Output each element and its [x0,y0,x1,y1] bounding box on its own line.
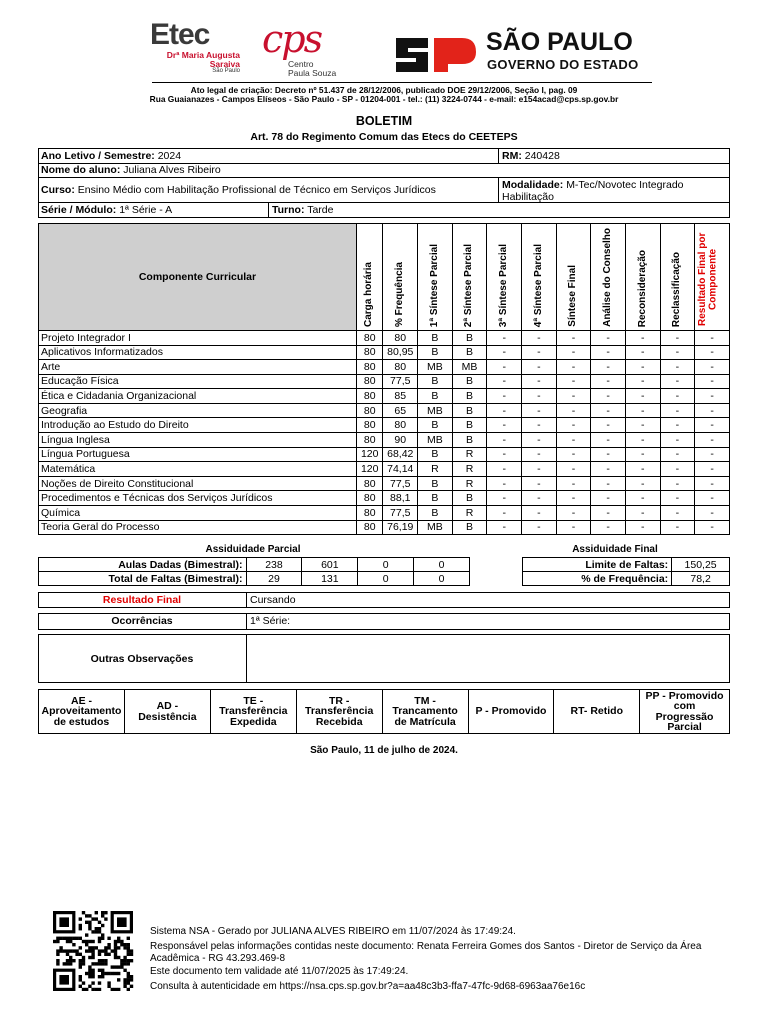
grade-cell: - [522,345,557,360]
grade-cell: - [660,476,695,491]
grade-cell: - [591,374,626,389]
grade-cell: B [452,491,487,506]
subject-name: Geografia [39,403,357,418]
legend-row [39,690,730,734]
grade-cell: - [487,520,522,535]
legend-line: Expedida [229,715,277,728]
grade-cell: - [522,506,557,521]
legend-line: P - Promovido [475,705,547,718]
grade-cell: - [695,418,730,433]
grade-cell: - [522,418,557,433]
etec-logo-text: Etec [150,18,210,51]
grade-cell: - [556,330,591,345]
grade-cell: - [522,360,557,375]
grade-cell: 80 [383,360,418,375]
grade-cell: - [591,345,626,360]
grade-cell: - [522,374,557,389]
legend-line: de Matrícula [394,715,456,728]
legend-item [468,690,554,734]
grade-cell: - [695,447,730,462]
grade-cell: - [660,447,695,462]
grade-cell: - [660,345,695,360]
final-attendance-title: Assiduidade Final [572,544,658,555]
legend-item [210,690,296,734]
grade-cell: - [695,506,730,521]
legend-line: RT- Retido [570,705,623,718]
document-date: São Paulo, 11 de julho de 2024. [310,745,458,756]
footer-responsible: Responsável pelas informações contidas neste documento: Renata Ferreira Gomes dos Santos - Diretor de Serviço da Área Acadêmica - RG 43.293.469-8 [150,941,702,964]
col-header-sintese-2: 2ª Síntese Parcial [452,224,487,331]
grade-cell: - [625,520,660,535]
col-header-reclassificacao: Reclassificação [660,224,695,331]
grade-cell: - [660,374,695,389]
grade-cell: - [487,360,522,375]
grade-cell: - [625,491,660,506]
grade-cell: B [452,433,487,448]
subject-name: Noções de Direito Constitucional [39,476,357,491]
grade-cell: R [452,462,487,477]
header-divider [152,82,652,83]
grade-cell: - [591,491,626,506]
footer-validity: Este documento tem validade até 11/07/2025 às 17:49:24. [150,966,409,977]
grade-cell: 80 [356,491,382,506]
col-header-carga: Carga horária [356,224,382,331]
legend-line: TM - [414,694,436,707]
subject-name: Matemática [39,462,357,477]
grade-cell: 80 [383,418,418,433]
sp-government-logo [392,30,652,78]
grade-cell: - [487,403,522,418]
total-faltas-row [39,572,470,586]
legend-line: Aproveitamento [41,705,122,718]
grade-cell: - [695,476,730,491]
grade-cell: - [695,433,730,448]
grade-cell: - [591,389,626,404]
grade-cell: 80 [356,520,382,535]
limite-faltas-row [523,558,730,572]
cps-logo-sub2: Paula Souza [288,68,337,78]
grade-cell: - [695,360,730,375]
grade-cell: - [522,476,557,491]
occurrences-value: 1ª Série: [250,615,291,627]
table-row [39,491,730,506]
subject-name: Ética e Cidadania Organizacional [39,389,357,404]
grade-cell: B [418,418,453,433]
grade-cell: B [418,345,453,360]
grade-cell: - [695,374,730,389]
legend-line: TE - [243,694,264,707]
subject-name: Língua Portuguesa [39,447,357,462]
grade-cell: - [556,506,591,521]
grade-cell: 88,1 [383,491,418,506]
grade-cell: - [591,418,626,433]
legal-act-text: Ato legal de criação: Decreto nº 51.437 de 28/12/2006, publicado DOE 29/12/2006, Seção I, pag. 09 [190,85,578,95]
grade-cell: - [591,462,626,477]
grade-cell: - [591,433,626,448]
legend-line: de estudos [53,715,110,728]
subject-name: Aplicativos Informatizados [39,345,357,360]
grade-cell: MB [418,360,453,375]
grade-cell: - [625,403,660,418]
table-row [39,520,730,535]
grade-cell: - [625,433,660,448]
grade-cell: - [487,476,522,491]
grade-cell: - [556,389,591,404]
aulas-dadas-label: Aulas Dadas (Bimestral): [39,558,247,572]
frequencia-row [523,572,730,586]
qr-code [50,911,136,991]
grade-cell: 80,95 [383,345,418,360]
col-header-resultado-final: Resultado Final por Componente [695,224,730,331]
legend-line: Transferência [219,705,288,718]
table-row [39,462,730,477]
grade-cell: - [591,403,626,418]
legend-item [39,690,125,734]
grade-cell: - [487,418,522,433]
col-header-sintese-4: 4ª Síntese Parcial [522,224,557,331]
etec-logo-sub3: São Paulo [212,68,240,74]
grade-cell: MB [418,433,453,448]
final-result-label: Resultado Final [102,594,182,606]
legend-item [296,690,382,734]
cps-logo-sub1: Centro [288,59,314,69]
limite-faltas-value: 150,25 [672,558,730,572]
legend-line: AD - [156,700,179,712]
faltas-b1: 29 [246,572,302,586]
grade-cell: - [695,403,730,418]
grade-cell: - [695,330,730,345]
grade-cell: - [591,506,626,521]
sp-logo-line2: GOVERNO DO ESTADO [487,57,639,72]
grade-cell: - [487,345,522,360]
grade-cell: - [556,418,591,433]
aulas-b1: 238 [246,558,302,572]
cps-logo [262,17,357,80]
grade-cell: - [695,389,730,404]
grade-cell: - [522,433,557,448]
grade-cell: - [660,520,695,535]
grade-cell: 80 [356,506,382,521]
grade-cell: B [452,330,487,345]
etec-logo [150,20,240,80]
table-row [39,403,730,418]
grade-cell: 80 [383,330,418,345]
address-text: Rua Guaianazes - Campos Elíseos - São Paulo - SP - 01204-001 - tel.: (11) 3224-0744 - e-mail: e154acad@cps.sp.gov.br [149,94,619,104]
grade-cell: 80 [356,360,382,375]
grade-cell: - [487,433,522,448]
legend-line: Transferência [305,705,374,718]
aulas-b3: 0 [358,558,414,572]
subject-name: Teoria Geral do Processo [39,520,357,535]
final-attendance-table [522,557,730,586]
col-header-analise: Análise do Conselho [591,224,626,331]
grade-cell: - [487,389,522,404]
grade-cell: 76,19 [383,520,418,535]
grade-cell: - [660,462,695,477]
grade-cell: - [591,476,626,491]
grade-cell: 80 [356,330,382,345]
table-row [39,418,730,433]
grade-cell: - [487,374,522,389]
table-row [39,433,730,448]
grade-cell: B [418,389,453,404]
grade-cell: - [625,374,660,389]
grade-cell: 80 [356,345,382,360]
course-field: Curso: Ensino Médio com Habilitação Profissional de Técnico em Serviços Jurídicos [41,184,436,196]
grade-cell: 85 [383,389,418,404]
col-header-sintese-final: Síntese Final [556,224,591,331]
grade-cell: - [625,360,660,375]
grade-cell: - [660,506,695,521]
table-row [39,374,730,389]
grade-cell: - [660,360,695,375]
grade-cell: - [660,330,695,345]
grade-cell: - [695,491,730,506]
grade-cell: MB [452,360,487,375]
grade-cell: - [591,330,626,345]
grade-cell: - [522,330,557,345]
grade-cell: - [556,360,591,375]
subject-name: Química [39,506,357,521]
subject-name: Projeto Integrador I [39,330,357,345]
student-name-field: Nome do aluno: Juliana Alves Ribeiro [41,164,221,176]
grade-cell: - [522,389,557,404]
legend-line: Parcial [667,721,702,733]
grade-cell: - [522,403,557,418]
grade-cell: - [522,520,557,535]
legend-line: PP - Promovido [645,689,724,702]
col-header-sintese-3: 3ª Síntese Parcial [487,224,522,331]
grade-cell: - [522,447,557,462]
grade-cell: - [695,462,730,477]
col-header-sintese-1: 1ª Síntese Parcial [418,224,453,331]
grade-cell: - [660,491,695,506]
legend-line: AE - [70,694,92,707]
grade-cell: MB [418,520,453,535]
table-row [39,330,730,345]
grades-table [38,223,730,535]
legend-item [640,690,730,734]
table-row [39,389,730,404]
grade-cell: - [695,345,730,360]
grade-cell: 65 [383,403,418,418]
aulas-b4: 0 [414,558,470,572]
grade-cell: - [625,447,660,462]
col-header-reconsideracao: Reconsideração [625,224,660,331]
footer-generated-by: Sistema NSA - Gerado por JULIANA ALVES RIBEIRO em 11/07/2024 às 17:49:24. [150,926,516,937]
grade-cell: - [487,491,522,506]
grade-cell: R [452,506,487,521]
aulas-b2: 601 [302,558,358,572]
legend-item [382,690,468,734]
document-subtitle: Art. 78 do Regimento Comum das Etecs do CEETEPS [250,131,518,143]
grade-cell: B [418,506,453,521]
grade-cell: B [452,345,487,360]
limite-faltas-label: Limite de Faltas: [523,558,672,572]
grade-cell: B [452,403,487,418]
legend-line: TR - [328,694,350,707]
col-header-frequencia: % Frequência [383,224,418,331]
rm-field: RM: 240428 [502,150,560,162]
grade-cell: 90 [383,433,418,448]
legend-line: Recebida [315,715,363,728]
grade-cell: - [487,447,522,462]
partial-attendance-title: Assiduidade Parcial [205,544,301,555]
grade-cell: - [625,462,660,477]
grade-cell: - [625,345,660,360]
series-field: Série / Módulo: 1ª Série - A [41,204,173,216]
grade-cell: - [556,476,591,491]
grade-cell: - [556,403,591,418]
grade-cell: - [660,418,695,433]
grade-cell: - [695,520,730,535]
grade-cell: - [556,520,591,535]
grades-header-row [39,224,730,331]
frequencia-value: 78,2 [672,572,730,586]
aulas-dadas-row [39,558,470,572]
grade-cell: - [591,520,626,535]
grade-cell: - [591,447,626,462]
grade-cell: B [418,476,453,491]
grade-cell: B [418,491,453,506]
grade-cell: - [556,374,591,389]
grade-cell: R [452,447,487,462]
table-row [39,447,730,462]
legend-line: Trancamento [392,705,458,718]
sp-emblem-icon [392,32,478,76]
grade-cell: - [556,433,591,448]
grade-cell: B [452,389,487,404]
subject-name: Língua Inglesa [39,433,357,448]
grade-cell: - [556,447,591,462]
grade-cell: 80 [356,403,382,418]
grade-cell: B [418,374,453,389]
legend-item [124,690,210,734]
footer-authenticity-link[interactable]: Consulta à autenticidade em https://nsa.cps.sp.gov.br?a=aa48c3b3-ffa7-47fc-9d68-6963aa76e16c [150,981,586,992]
modality-field: Modalidade: M-Tec/Novotec Integrado Habilitação [502,179,684,204]
grade-cell: - [522,462,557,477]
grade-cell: 74,14 [383,462,418,477]
table-row [39,360,730,375]
shift-field: Turno: Tarde [272,204,334,216]
table-row [39,506,730,521]
grade-cell: - [556,491,591,506]
grade-cell: - [591,360,626,375]
table-row [39,345,730,360]
grade-cell: - [556,462,591,477]
partial-attendance-table [38,557,470,586]
grade-cell: R [418,462,453,477]
grade-cell: - [487,462,522,477]
grade-cell: B [452,418,487,433]
etec-logo-sub2: Saraiva [209,58,240,69]
col-header-componente: Componente Curricular [39,224,357,331]
grade-cell: - [556,345,591,360]
grade-cell: 80 [356,389,382,404]
grade-cell: - [522,491,557,506]
grade-cell: - [660,403,695,418]
grade-cell: B [452,520,487,535]
faltas-b3: 0 [358,572,414,586]
grade-cell: 120 [356,462,382,477]
observations-label: Outras Observações [90,653,194,665]
grade-cell: - [625,389,660,404]
grade-cell: - [487,506,522,521]
frequencia-label: % de Frequência: [523,572,672,586]
academic-year-field: Ano Letivo / Semestre: 2024 [41,150,182,162]
grade-cell: 77,5 [383,476,418,491]
grade-cell: - [487,330,522,345]
grade-cell: - [660,389,695,404]
grade-cell: - [625,330,660,345]
grade-cell: 80 [356,374,382,389]
grade-cell: B [452,374,487,389]
cps-logo-text: cps [262,17,322,61]
grade-cell: 80 [356,418,382,433]
subject-name: Arte [39,360,357,375]
grade-cell: 80 [356,433,382,448]
grade-cell: R [452,476,487,491]
grade-cell: - [660,433,695,448]
grade-cell: 68,42 [383,447,418,462]
legend-line: Desistência [138,710,197,723]
table-row [39,476,730,491]
grade-cell: - [625,418,660,433]
grade-cell: 80 [356,476,382,491]
sp-logo-line1: SÃO PAULO [486,28,633,56]
legend-line: Progressão [655,710,714,723]
subject-name: Introdução ao Estudo do Direito [39,418,357,433]
grade-cell: - [625,476,660,491]
grade-cell: 120 [356,447,382,462]
total-faltas-label: Total de Faltas (Bimestral): [39,572,247,586]
subject-name: Educação Física [39,374,357,389]
legend-item [554,690,640,734]
subject-name: Procedimentos e Técnicas dos Serviços Jurídicos [39,491,357,506]
etec-logo-sub1: Drª Maria Augusta [166,50,240,60]
document-title: BOLETIM [355,114,413,128]
grade-cell: 77,5 [383,374,418,389]
faltas-b4: 0 [414,572,470,586]
legend-line: com [673,700,696,712]
faltas-b2: 131 [302,572,358,586]
occurrences-label: Ocorrências [111,615,173,627]
grade-cell: B [418,330,453,345]
grade-cell: - [625,506,660,521]
final-result-value: Cursando [250,594,296,606]
grade-cell: 77,5 [383,506,418,521]
legend-table [38,689,730,734]
grade-cell: B [418,447,453,462]
grade-cell: MB [418,403,453,418]
